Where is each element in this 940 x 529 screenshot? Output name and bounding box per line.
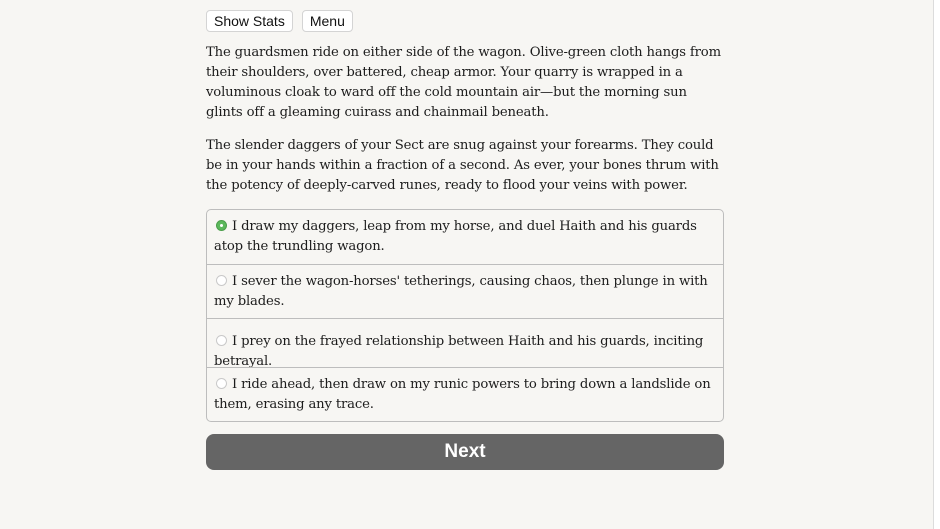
radio-selected-icon[interactable] — [216, 220, 227, 231]
window-edge — [933, 0, 940, 529]
story-paragraph: The guardsmen ride on either side of the wagon. Olive-green cloth hangs from their shoulders, over battered, cheap armor. Your quarry is wrapped in a voluminous cloak to ward off the cold mountain air—but the morning sun glints off a gleaming cuirass and chainmail beneath. — [206, 45, 721, 120]
choice-option[interactable] — [207, 210, 723, 264]
toolbar — [206, 10, 353, 32]
choice-label: I draw my daggers, leap from my horse, and duel Haith and his guards atop the trundling wagon. — [214, 219, 697, 254]
choice-list — [206, 209, 724, 422]
choice-label: I prey on the frayed relationship between Haith and his guards, inciting betrayal. — [214, 334, 704, 369]
radio-unselected-icon[interactable] — [216, 275, 227, 286]
choice-label: I sever the wagon-horses' tetherings, causing chaos, then plunge in with my blades. — [214, 274, 708, 309]
show-stats-button[interactable]: Show Stats — [206, 10, 293, 32]
radio-unselected-icon[interactable] — [216, 378, 227, 389]
next-button[interactable]: Next — [206, 434, 724, 470]
choice-option[interactable] — [207, 318, 723, 367]
menu-button[interactable]: Menu — [302, 10, 353, 32]
choice-option[interactable] — [207, 367, 723, 421]
choice-option[interactable] — [207, 264, 723, 318]
choice-label: I ride ahead, then draw on my runic powers to bring down a landslide on them, erasing any trace. — [214, 377, 711, 412]
radio-unselected-icon[interactable] — [216, 335, 227, 346]
story-paragraph: The slender daggers of your Sect are snug against your forearms. They could be in your hands within a fraction of a second. As ever, your bones thrum with the potency of deeply-carved runes, ready to flood your veins with power. — [206, 138, 719, 193]
